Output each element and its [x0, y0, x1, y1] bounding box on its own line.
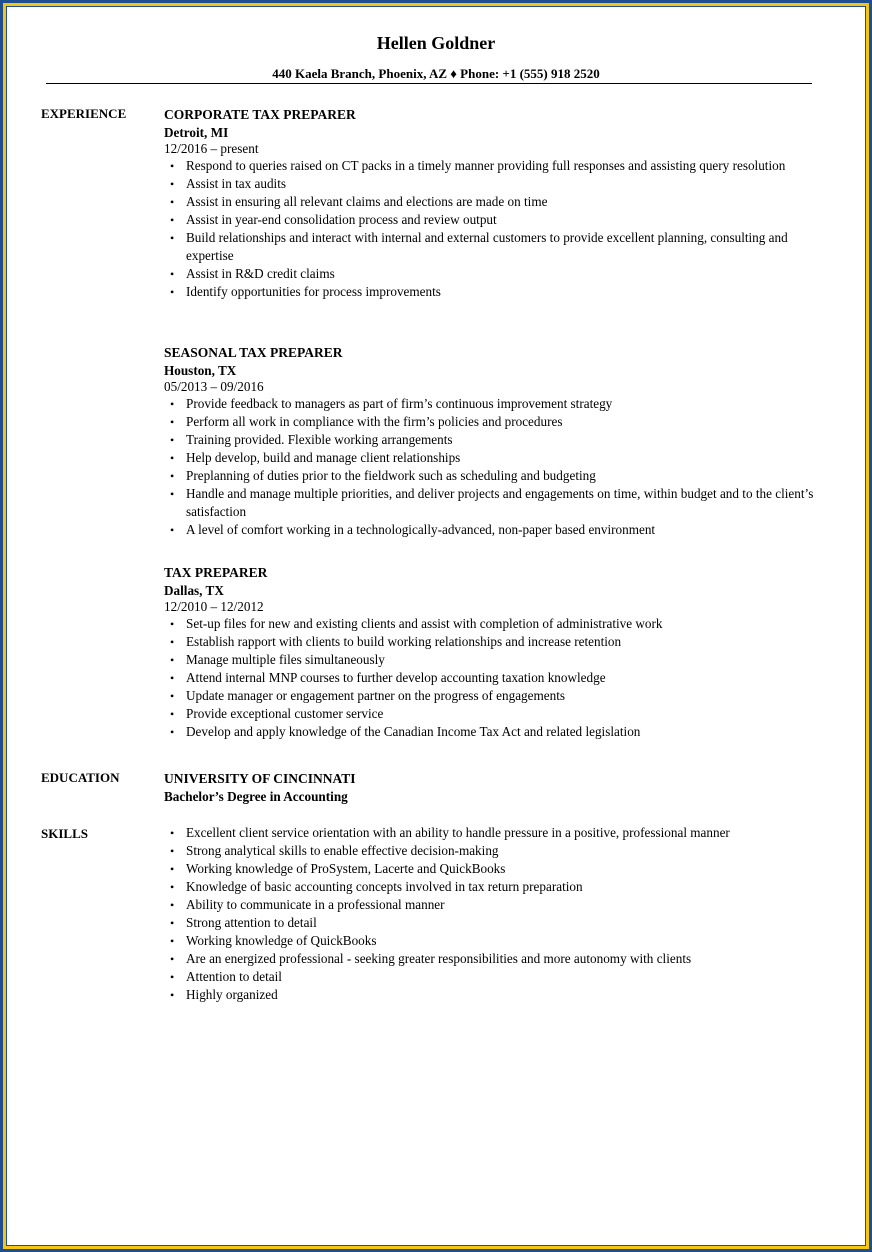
skills-block [164, 824, 814, 1004]
job-entry [164, 343, 814, 539]
skills-heading: SKILLS [41, 826, 88, 841]
job-duties-list [164, 615, 814, 741]
list-item: • Develop and apply knowledge of the Canadian Income Tax Act and related legislation [164, 723, 814, 741]
job-dates: 12/2010 – 12/2012 [164, 599, 264, 614]
list-item: • Perform all work in compliance with the firm’s policies and procedures [164, 413, 814, 431]
job-duties-list [164, 395, 814, 539]
contact-line: 440 Kaela Branch, Phoenix, AZ ♦ Phone: +1 (555) 918 2520 [272, 66, 600, 81]
list-item: • Provide feedback to managers as part of firm’s continuous improvement strategy [164, 395, 814, 413]
list-item: • Respond to queries raised on CT packs in a timely manner providing full responses and assisting query resolution [164, 157, 814, 175]
list-item: • Strong analytical skills to enable effective decision-making [164, 842, 814, 860]
candidate-name: Hellen Goldner [376, 33, 496, 53]
school-name: UNIVERSITY OF CINCINNATI [164, 771, 356, 786]
list-item: • Strong attention to detail [164, 914, 814, 932]
job-duties-list [164, 157, 814, 301]
list-item: • Attend internal MNP courses to further develop accounting taxation knowledge [164, 669, 814, 687]
job-title: CORPORATE TAX PREPARER [164, 107, 356, 122]
list-item: • Update manager or engagement partner on the progress of engagements [164, 687, 814, 705]
list-item: • Assist in year-end consolidation process and review output [164, 211, 814, 229]
list-item: • Handle and manage multiple priorities, and deliver projects and engagements on time, within budget and to the client’s satisfaction [164, 485, 814, 521]
list-item: • Assist in tax audits [164, 175, 814, 193]
skills-list [164, 824, 814, 1004]
job-dates: 12/2016 – present [164, 141, 259, 156]
list-item: • Attention to detail [164, 968, 814, 986]
job-title: TAX PREPARER [164, 565, 268, 580]
job-title: SEASONAL TAX PREPARER [164, 345, 343, 360]
job-location: Houston, TX [164, 363, 237, 378]
list-item: • Manage multiple files simultaneously [164, 651, 814, 669]
list-item: • Preplanning of duties prior to the fieldwork such as scheduling and budgeting [164, 467, 814, 485]
job-entry [164, 563, 814, 741]
list-item: • Working knowledge of QuickBooks [164, 932, 814, 950]
list-item: • Identify opportunities for process improvements [164, 283, 814, 301]
job-entry [164, 105, 814, 301]
job-location: Detroit, MI [164, 125, 229, 140]
list-item: • Build relationships and interact with internal and external customers to provide excellent planning, consulting and expertise [164, 229, 814, 265]
header-divider [46, 83, 812, 84]
list-item: • Are an energized professional - seeking greater responsibilities and more autonomy with clients [164, 950, 814, 968]
list-item: • Highly organized [164, 986, 814, 1004]
list-item: • Training provided. Flexible working arrangements [164, 431, 814, 449]
list-item: • Ability to communicate in a professional manner [164, 896, 814, 914]
education-entry [164, 769, 814, 805]
list-item: • Set-up files for new and existing clients and assist with completion of administrative work [164, 615, 814, 633]
list-item: • Provide exceptional customer service [164, 705, 814, 723]
job-location: Dallas, TX [164, 583, 224, 598]
list-item: • Excellent client service orientation with an ability to handle pressure in a positive, professional manner [164, 824, 814, 842]
job-dates: 05/2013 – 09/2016 [164, 379, 264, 394]
list-item: • Help develop, build and manage client relationships [164, 449, 814, 467]
list-item: • A level of comfort working in a technologically-advanced, non-paper based environment [164, 521, 814, 539]
list-item: • Assist in ensuring all relevant claims and elections are made on time [164, 193, 814, 211]
list-item: • Knowledge of basic accounting concepts involved in tax return preparation [164, 878, 814, 896]
list-item: • Assist in R&D credit claims [164, 265, 814, 283]
degree: Bachelor’s Degree in Accounting [164, 789, 348, 804]
education-heading: EDUCATION [41, 770, 120, 785]
list-item: • Establish rapport with clients to build working relationships and increase retention [164, 633, 814, 651]
experience-heading: EXPERIENCE [41, 106, 127, 121]
list-item: • Working knowledge of ProSystem, Lacerte and QuickBooks [164, 860, 814, 878]
